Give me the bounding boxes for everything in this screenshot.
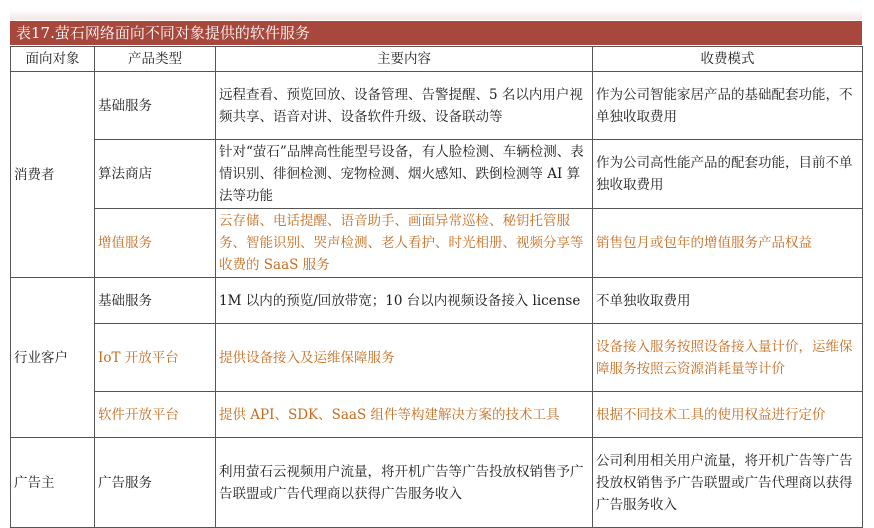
content-cell: 提供设备接入及运维保障服务 [216,324,593,392]
type-cell: 基础服务 [95,72,216,140]
table-row [11,72,863,140]
content-cell: 提供 API、SDK、SaaS 组件等构建解决方案的技术工具 [216,392,593,438]
fee-cell: 根据不同技术工具的使用权益进行定价 [593,392,863,438]
services-table [10,46,863,528]
header-type: 产品类型 [95,47,216,72]
fee-cell: 作为公司智能家居产品的基础配套功能，不单独收取费用 [593,72,863,140]
target-cell: 消费者 [11,72,95,278]
fee-cell: 不单独收取费用 [593,278,863,324]
target-cell: 广告主 [11,438,95,528]
table-title: 表17.萤石网络面向不同对象提供的软件服务 [10,21,862,45]
table-row [11,438,863,528]
type-cell: 广告服务 [95,438,216,528]
table-row [11,140,863,209]
header-fee: 收费模式 [593,47,863,72]
type-cell: 增值服务 [95,209,216,278]
fee-cell: 作为公司高性能产品的配套功能，目前不单独收取费用 [593,140,863,209]
header-row [11,47,863,72]
type-cell: 软件开放平台 [95,392,216,438]
top-gradient-strip [10,10,862,20]
fee-cell: 销售包月或包年的增值服务产品权益 [593,209,863,278]
fee-cell: 公司利用相关用户流量，将开机广告等广告投放权销售予广告联盟或广告代理商以获得广告服务收入 [593,438,863,528]
type-cell: 基础服务 [95,278,216,324]
type-cell: IoT 开放平台 [95,324,216,392]
fee-cell: 设备接入服务按照设备接入量计价，运维保障服务按照云资源消耗量等计价 [593,324,863,392]
table-row [11,392,863,438]
content-cell: 云存储、电话提醒、语音助手、画面异常巡检、秘钥托管服务、智能识别、哭声检测、老人看护、时光相册、视频分享等收费的 SaaS 服务 [216,209,593,278]
header-content: 主要内容 [216,47,593,72]
table-row [11,278,863,324]
target-cell: 行业客户 [11,278,95,438]
content-cell: 针对“萤石”品牌高性能型号设备，有人脸检测、车辆检测、表情识别、徘徊检测、宠物检测、烟火感知、跌倒检测等 AI 算法等功能 [216,140,593,209]
content-cell: 1M 以内的预览/回放带宽；10 台以内视频设备接入 license [216,278,593,324]
header-target: 面向对象 [11,47,95,72]
type-cell: 算法商店 [95,140,216,209]
table-row [11,324,863,392]
content-cell: 远程查看、预览回放、设备管理、告警提醒、5 名以内用户视频共享、语音对讲、设备软件升级、设备联动等 [216,72,593,140]
table-row [11,209,863,278]
content-cell: 利用萤石云视频用户流量，将开机广告等广告投放权销售予广告联盟或广告代理商以获得广告服务收入 [216,438,593,528]
